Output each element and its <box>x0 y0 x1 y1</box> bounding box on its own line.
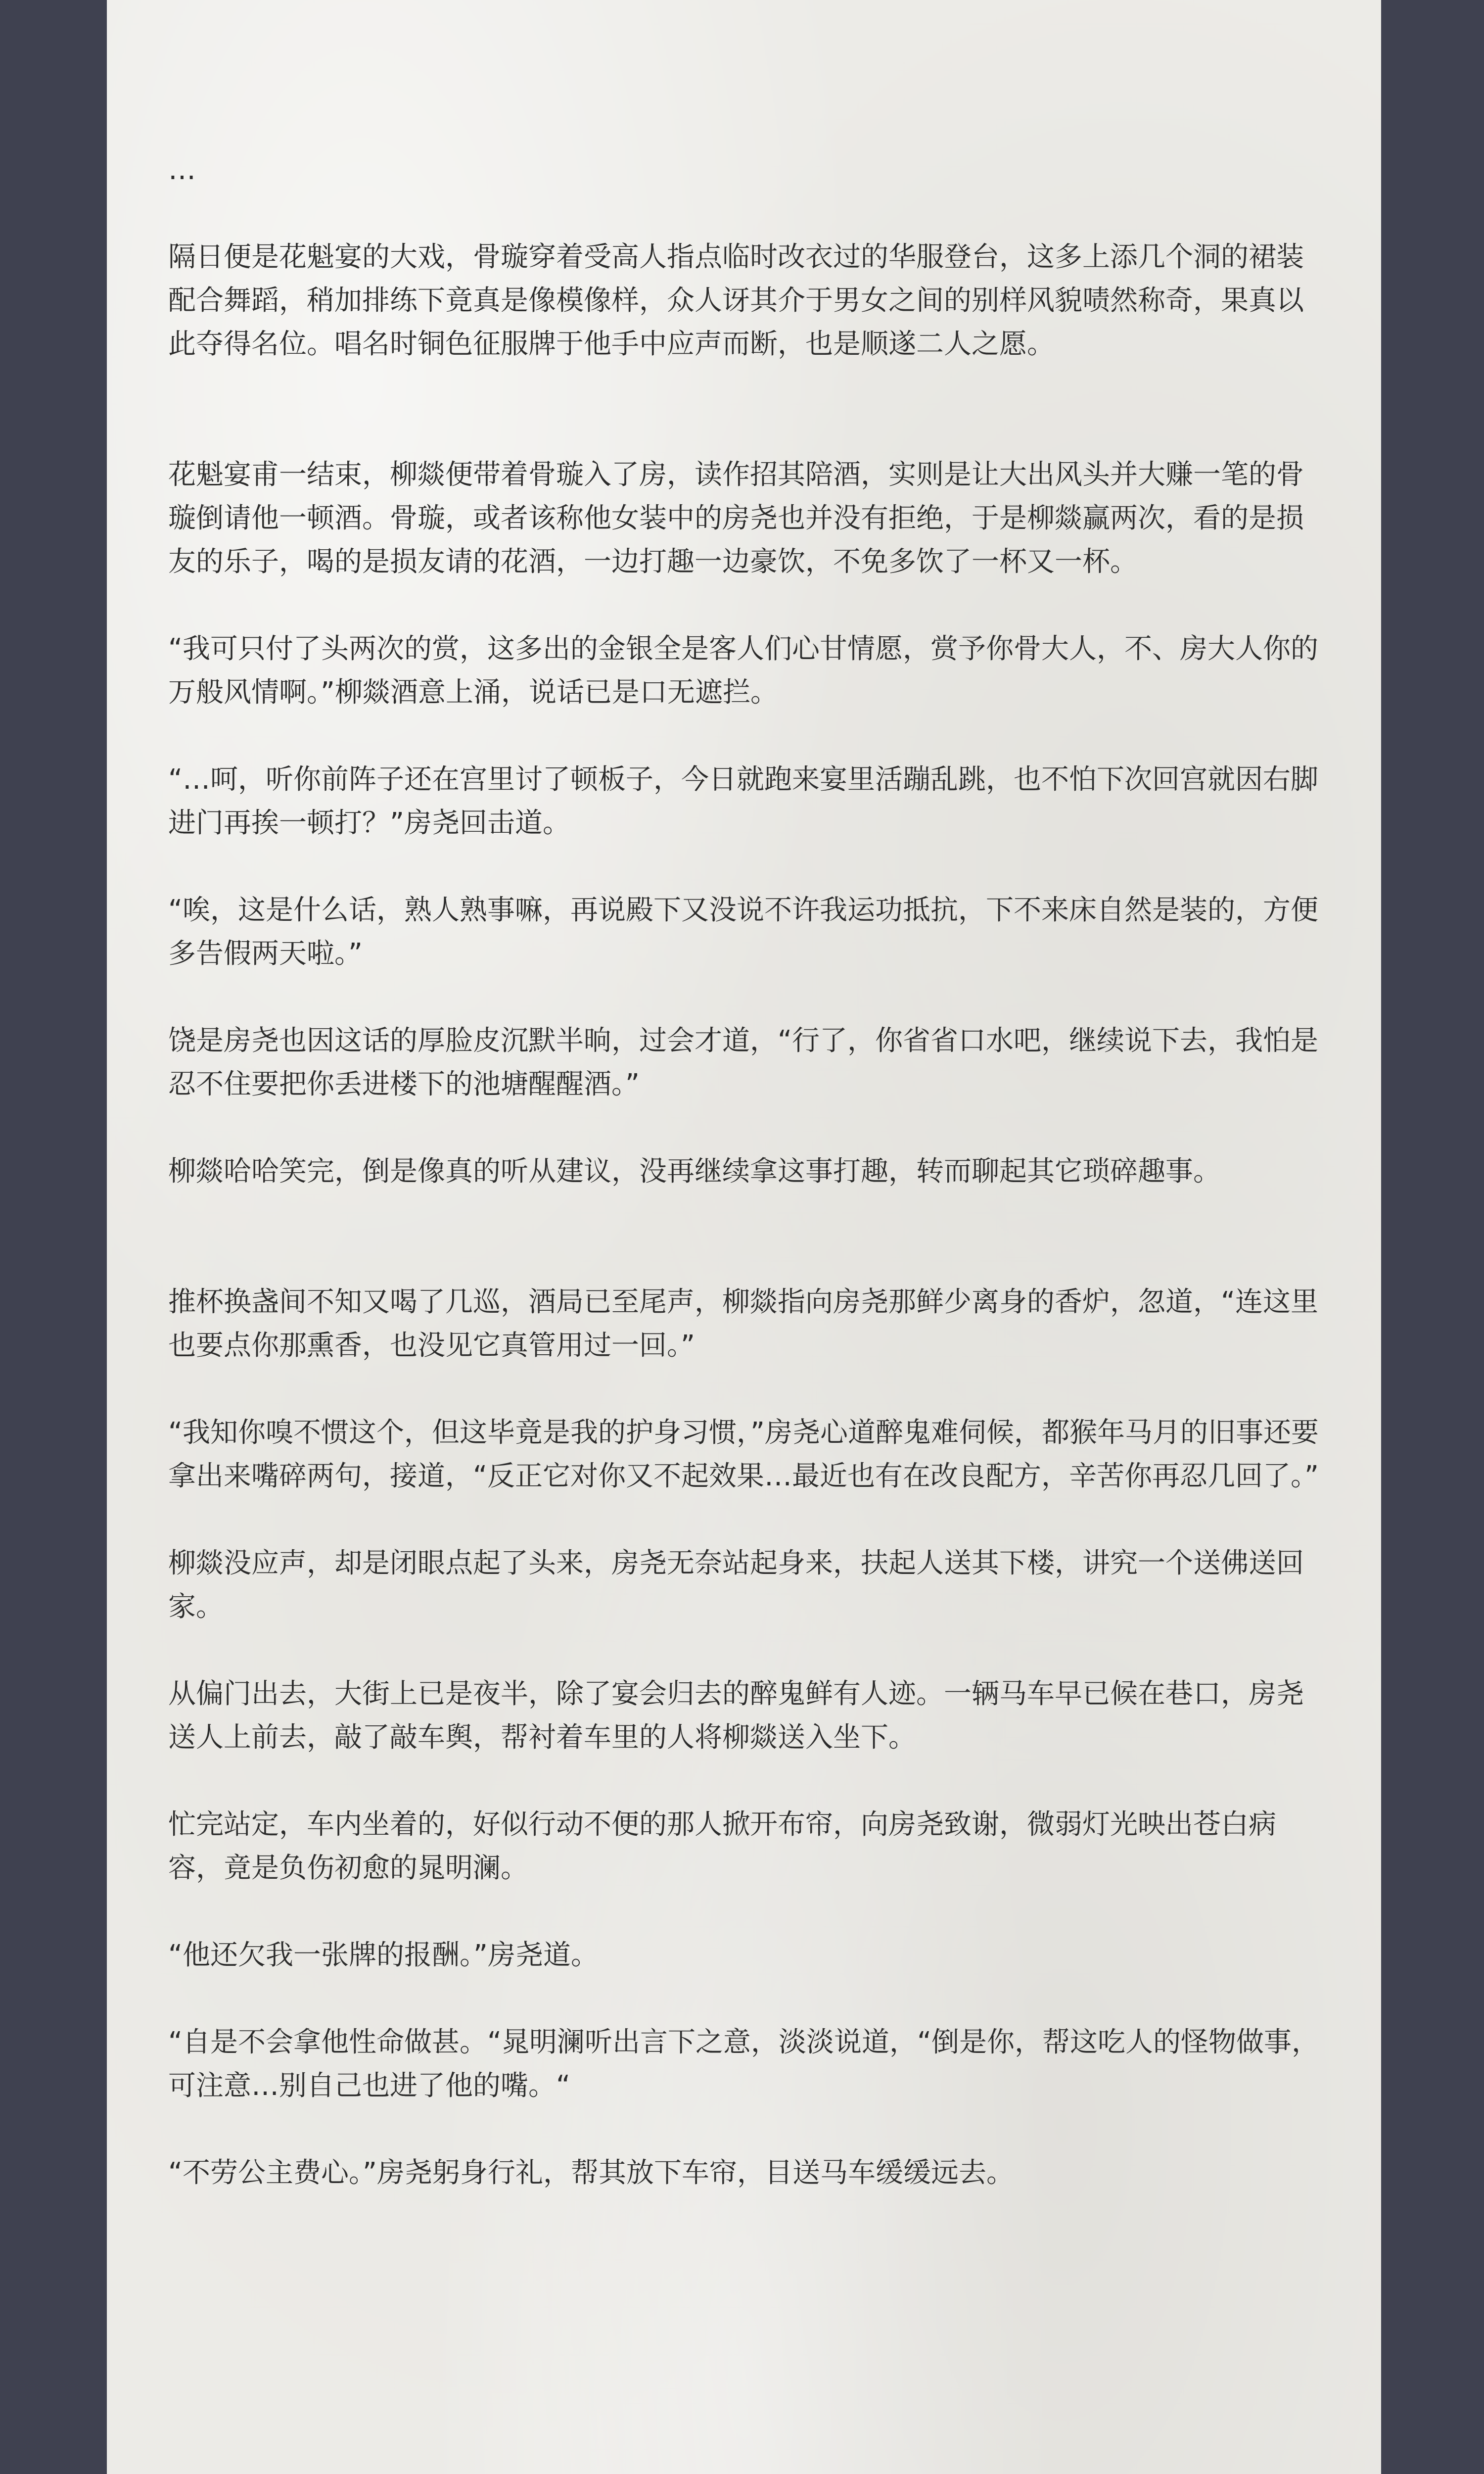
paragraph: 柳燚哈哈笑完，倒是像真的听从建议，没再继续拿这事打趣，转而聊起其它琐碎趣事。 <box>168 1155 1221 1188</box>
paragraph: 推杯换盏间不知又喝了几巡，酒局已至尾声，柳燚指向房尧那鲜少离身的香炉，忽道，“连这里也要点你那熏香，也没见它真管用过一回。” <box>168 1286 1319 1362</box>
paragraph: “自是不会拿他性命做甚。“晁明澜听出言下之意，淡淡说道，“倒是你，帮这吃人的怪物做事，可注意…别自己也进了他的嘴。“ <box>168 2026 1320 2102</box>
paragraph: 饶是房尧也因这话的厚脸皮沉默半晌，过会才道，“行了，你省省口水吧，继续说下去，我怕是忍不住要把你丢进楼下的池塘醒醒酒。” <box>168 1025 1319 1100</box>
paragraph: 柳燚没应声，却是闭眼点起了头来，房尧无奈站起身来，扶起人送其下楼，讲究一个送佛送回家。 <box>168 1547 1304 1623</box>
paragraph-ellipsis: … <box>168 154 196 186</box>
paragraph: 忙完站定，车内坐着的，好似行动不便的那人掀开布帘，向房尧致谢，微弱灯光映出苍白病容，竟是负伤初愈的晁明澜。 <box>168 1808 1276 1884</box>
paragraph: 隔日便是花魁宴的大戏，骨璇穿着受高人指点临时改衣过的华服登台，这多上添几个洞的裙装配合舞蹈，稍加排练下竟真是像模像样，众人讶其介于男女之间的别样风貌啧然称奇，果真以此夺得名位。唱名时铜色征服牌于他手中应声而断，也是顺遂二人之愿。 <box>168 241 1304 360</box>
paper-page <box>107 0 1381 2474</box>
story-text <box>168 148 1321 2238</box>
paragraph: “我知你嗅不惯这个，但这毕竟是我的护身习惯，”房尧心道醉鬼难伺候，都猴年马月的旧事还要拿出来嘴碎两句，接道，“反正它对你又不起效果…最近也有在改良配方，辛苦你再忍几回了。” <box>168 1417 1319 1492</box>
paragraph: “…呵，听你前阵子还在宫里讨了顿板子，今日就跑来宴里活蹦乱跳，也不怕下次回宫就因右脚进门再挨一顿打？”房尧回击道。 <box>168 763 1319 839</box>
paragraph: 从偏门出去，大街上已是夜半，除了宴会归去的醉鬼鲜有人迹。一辆马车早已候在巷口，房尧送人上前去，敲了敲车舆，帮衬着车里的人将柳燚送入坐下。 <box>168 1678 1304 1754</box>
paragraph: 花魁宴甫一结束，柳燚便带着骨璇入了房，读作招其陪酒，实则是让大出风头并大赚一笔的骨璇倒请他一顿酒。骨璇，或者该称他女装中的房尧也并没有拒绝，于是柳燚赢两次，看的是损友的乐子，喝的是损友请的花酒，一边打趣一边豪饮，不免多饮了一杯又一杯。 <box>168 459 1304 578</box>
paragraph: “唉，这是什么话，熟人熟事嘛，再说殿下又没说不许我运功抵抗，下不来床自然是装的，方便多告假两天啦。” <box>168 894 1319 970</box>
paragraph: “我可只付了头两次的赏，这多出的金银全是客人们心甘情愿，赏予你骨大人，不、房大人你的万般风情啊。”柳燚酒意上涌，说话已是口无遮拦。 <box>168 633 1319 709</box>
paragraph: “他还欠我一张牌的报酬。”房尧道。 <box>168 1939 599 1971</box>
paragraph: “不劳公主费心。”房尧躬身行礼，帮其放下车帘，目送马车缓缓远去。 <box>168 2157 1015 2189</box>
